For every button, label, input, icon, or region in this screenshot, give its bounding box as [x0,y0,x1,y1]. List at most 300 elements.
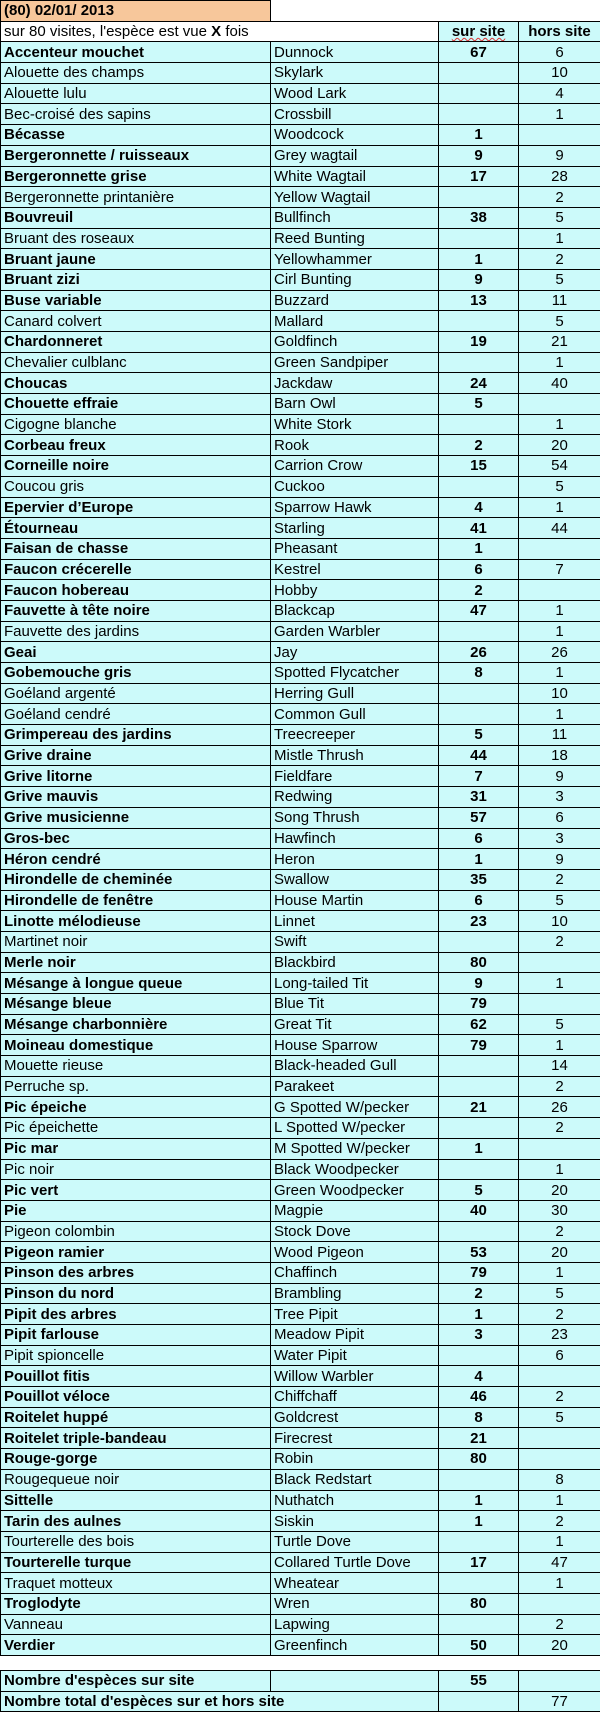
off-site-count-cell[interactable]: 10 [519,911,600,932]
species-en-cell[interactable]: White Stork [271,414,439,435]
species-en-cell[interactable]: L Spotted W/pecker [271,1118,439,1139]
species-en-cell[interactable]: Firecrest [271,1428,439,1449]
off-site-count-cell[interactable] [519,952,600,973]
off-site-count-cell[interactable]: 3 [519,828,600,849]
species-en-cell[interactable]: Nuthatch [271,1490,439,1511]
total-on-site-value[interactable]: 55 [439,1671,519,1692]
species-fr-cell[interactable]: Roitelet huppé [1,1407,271,1428]
on-site-count-cell[interactable]: 1 [439,125,519,146]
on-site-count-cell[interactable]: 47 [439,600,519,621]
on-site-count-cell[interactable]: 79 [439,1262,519,1283]
species-fr-cell[interactable]: Faisan de chasse [1,538,271,559]
species-en-cell[interactable]: Heron [271,849,439,870]
on-site-count-cell[interactable]: 57 [439,807,519,828]
off-site-count-cell[interactable] [519,580,600,601]
species-fr-cell[interactable]: Pic mar [1,1138,271,1159]
species-fr-cell[interactable]: Tarin des aulnes [1,1511,271,1532]
species-fr-cell[interactable]: Goéland argenté [1,683,271,704]
off-site-count-cell[interactable]: 26 [519,1097,600,1118]
species-fr-cell[interactable]: Gobemouche gris [1,663,271,684]
species-fr-cell[interactable]: Verdier [1,1635,271,1656]
species-en-cell[interactable]: Green Sandpiper [271,352,439,373]
species-fr-cell[interactable]: Linotte mélodieuse [1,911,271,932]
species-fr-cell[interactable]: Pic épeiche [1,1097,271,1118]
species-fr-cell[interactable]: Pigeon ramier [1,1242,271,1263]
off-site-count-cell[interactable]: 1 [519,352,600,373]
on-site-count-cell[interactable]: 1 [439,249,519,270]
off-site-count-cell[interactable] [519,125,600,146]
on-site-count-cell[interactable]: 6 [439,890,519,911]
off-site-count-cell[interactable]: 44 [519,518,600,539]
off-site-count-cell[interactable] [519,994,600,1015]
off-site-count-cell[interactable]: 1 [519,704,600,725]
species-en-cell[interactable]: Garden Warbler [271,621,439,642]
on-site-count-cell[interactable] [439,931,519,952]
species-en-cell[interactable]: Cuckoo [271,476,439,497]
off-site-count-cell[interactable]: 23 [519,1325,600,1346]
on-site-count-cell[interactable] [439,187,519,208]
off-site-count-cell[interactable]: 7 [519,559,600,580]
species-en-cell[interactable]: Herring Gull [271,683,439,704]
on-site-count-cell[interactable]: 17 [439,166,519,187]
on-site-count-cell[interactable]: 26 [439,642,519,663]
species-fr-cell[interactable]: Pipit farlouse [1,1325,271,1346]
on-site-count-cell[interactable]: 35 [439,869,519,890]
species-fr-cell[interactable]: Fauvette à tête noire [1,600,271,621]
on-site-count-cell[interactable] [439,1159,519,1180]
off-site-count-cell[interactable]: 30 [519,1200,600,1221]
off-site-count-cell[interactable]: 20 [519,1635,600,1656]
species-fr-cell[interactable]: Corbeau freux [1,435,271,456]
on-site-count-cell[interactable]: 7 [439,766,519,787]
species-en-cell[interactable]: Swift [271,931,439,952]
on-site-count-cell[interactable]: 1 [439,538,519,559]
species-fr-cell[interactable]: Pic épeichette [1,1118,271,1139]
off-site-count-cell[interactable]: 1 [519,1531,600,1552]
on-site-count-cell[interactable] [439,683,519,704]
on-site-count-cell[interactable]: 5 [439,725,519,746]
off-site-count-cell[interactable]: 14 [519,1056,600,1077]
species-fr-cell[interactable]: Martinet noir [1,931,271,952]
off-site-count-cell[interactable]: 1 [519,600,600,621]
species-en-cell[interactable]: Black Redstart [271,1469,439,1490]
species-fr-cell[interactable]: Hirondelle de fenêtre [1,890,271,911]
off-site-count-cell[interactable]: 5 [519,269,600,290]
species-fr-cell[interactable]: Merle noir [1,952,271,973]
on-site-count-cell[interactable]: 50 [439,1635,519,1656]
off-site-count-cell[interactable]: 10 [519,683,600,704]
species-fr-cell[interactable]: Accenteur mouchet [1,42,271,63]
off-site-count-cell[interactable]: 1 [519,663,600,684]
on-site-count-cell[interactable]: 6 [439,828,519,849]
species-fr-cell[interactable]: Alouette des champs [1,63,271,84]
col-header-off-site[interactable]: hors site [519,21,600,42]
species-en-cell[interactable]: Crossbill [271,104,439,125]
species-en-cell[interactable]: Pheasant [271,538,439,559]
off-site-count-cell[interactable]: 5 [519,1283,600,1304]
off-site-count-cell[interactable]: 11 [519,725,600,746]
on-site-count-cell[interactable]: 53 [439,1242,519,1263]
on-site-count-cell[interactable]: 80 [439,1593,519,1614]
off-site-count-cell[interactable]: 8 [519,1469,600,1490]
on-site-count-cell[interactable] [439,1614,519,1635]
on-site-count-cell[interactable]: 5 [439,394,519,415]
species-fr-cell[interactable]: Tourterelle des bois [1,1531,271,1552]
species-fr-cell[interactable]: Pic vert [1,1180,271,1201]
species-en-cell[interactable]: Hawfinch [271,828,439,849]
species-en-cell[interactable]: Blackcap [271,600,439,621]
on-site-count-cell[interactable] [439,311,519,332]
off-site-count-cell[interactable]: 5 [519,890,600,911]
off-site-count-cell[interactable]: 9 [519,766,600,787]
on-site-count-cell[interactable]: 13 [439,290,519,311]
species-fr-cell[interactable]: Buse variable [1,290,271,311]
on-site-count-cell[interactable]: 46 [439,1387,519,1408]
species-en-cell[interactable]: Siskin [271,1511,439,1532]
species-en-cell[interactable]: Bullfinch [271,207,439,228]
species-fr-cell[interactable]: Bruant des roseaux [1,228,271,249]
off-site-count-cell[interactable]: 9 [519,849,600,870]
species-en-cell[interactable]: Woodcock [271,125,439,146]
species-fr-cell[interactable]: Mouette rieuse [1,1056,271,1077]
off-site-count-cell[interactable]: 1 [519,973,600,994]
species-en-cell[interactable]: Long-tailed Tit [271,973,439,994]
species-fr-cell[interactable]: Pouillot véloce [1,1387,271,1408]
species-en-cell[interactable]: Reed Bunting [271,228,439,249]
species-en-cell[interactable]: Linnet [271,911,439,932]
on-site-count-cell[interactable] [439,1573,519,1594]
species-en-cell[interactable]: Robin [271,1449,439,1470]
species-en-cell[interactable]: Common Gull [271,704,439,725]
on-site-count-cell[interactable]: 38 [439,207,519,228]
species-en-cell[interactable]: Mallard [271,311,439,332]
species-fr-cell[interactable]: Bouvreuil [1,207,271,228]
on-site-count-cell[interactable] [439,476,519,497]
on-site-count-cell[interactable]: 80 [439,952,519,973]
on-site-count-cell[interactable]: 4 [439,497,519,518]
species-en-cell[interactable]: Blue Tit [271,994,439,1015]
species-fr-cell[interactable]: Pinson du nord [1,1283,271,1304]
species-en-cell[interactable]: Rook [271,435,439,456]
off-site-count-cell[interactable]: 1 [519,497,600,518]
species-fr-cell[interactable]: Pic noir [1,1159,271,1180]
on-site-count-cell[interactable]: 24 [439,373,519,394]
species-en-cell[interactable]: House Sparrow [271,1035,439,1056]
species-en-cell[interactable]: Turtle Dove [271,1531,439,1552]
species-fr-cell[interactable]: Corneille noire [1,456,271,477]
species-en-cell[interactable]: Song Thrush [271,807,439,828]
species-fr-cell[interactable]: Bécasse [1,125,271,146]
species-en-cell[interactable]: Black-headed Gull [271,1056,439,1077]
on-site-count-cell[interactable]: 40 [439,1200,519,1221]
species-en-cell[interactable]: Blackbird [271,952,439,973]
species-fr-cell[interactable]: Pouillot fitis [1,1366,271,1387]
off-site-count-cell[interactable] [519,538,600,559]
species-fr-cell[interactable]: Epervier d’Europe [1,497,271,518]
species-en-cell[interactable]: Wren [271,1593,439,1614]
off-site-count-cell[interactable]: 1 [519,1573,600,1594]
off-site-count-cell[interactable]: 5 [519,1407,600,1428]
on-site-count-cell[interactable]: 9 [439,269,519,290]
on-site-count-cell[interactable]: 9 [439,145,519,166]
species-en-cell[interactable]: G Spotted W/pecker [271,1097,439,1118]
species-fr-cell[interactable]: Alouette lulu [1,83,271,104]
off-site-count-cell[interactable]: 1 [519,228,600,249]
off-site-count-cell[interactable]: 28 [519,166,600,187]
species-fr-cell[interactable]: Gros-bec [1,828,271,849]
species-en-cell[interactable]: Yellowhammer [271,249,439,270]
species-fr-cell[interactable]: Rouge-gorge [1,1449,271,1470]
species-en-cell[interactable]: Wood Pigeon [271,1242,439,1263]
on-site-count-cell[interactable] [439,1118,519,1139]
species-en-cell[interactable]: Fieldfare [271,766,439,787]
off-site-count-cell[interactable]: 26 [519,642,600,663]
on-site-count-cell[interactable]: 1 [439,1138,519,1159]
off-site-count-cell[interactable]: 20 [519,1180,600,1201]
species-fr-cell[interactable]: Troglodyte [1,1593,271,1614]
on-site-count-cell[interactable] [439,1056,519,1077]
species-fr-cell[interactable]: Grive draine [1,745,271,766]
species-fr-cell[interactable]: Roitelet triple-bandeau [1,1428,271,1449]
on-site-count-cell[interactable]: 41 [439,518,519,539]
off-site-count-cell[interactable]: 1 [519,621,600,642]
species-fr-cell[interactable]: Coucou gris [1,476,271,497]
species-fr-cell[interactable]: Canard colvert [1,311,271,332]
off-site-count-cell[interactable]: 2 [519,1076,600,1097]
species-en-cell[interactable]: Brambling [271,1283,439,1304]
species-fr-cell[interactable]: Pigeon colombin [1,1221,271,1242]
species-fr-cell[interactable]: Grive mauvis [1,787,271,808]
off-site-count-cell[interactable] [519,1428,600,1449]
species-fr-cell[interactable]: Grive musicienne [1,807,271,828]
species-en-cell[interactable]: House Martin [271,890,439,911]
off-site-count-cell[interactable]: 6 [519,807,600,828]
title-cell[interactable]: (80) 02/01/ 2013 [1,1,271,22]
on-site-count-cell[interactable]: 21 [439,1428,519,1449]
species-en-cell[interactable]: Green Woodpecker [271,1180,439,1201]
species-en-cell[interactable]: Mistle Thrush [271,745,439,766]
on-site-count-cell[interactable]: 17 [439,1552,519,1573]
on-site-count-cell[interactable]: 80 [439,1449,519,1470]
on-site-count-cell[interactable] [439,1221,519,1242]
on-site-count-cell[interactable]: 79 [439,994,519,1015]
species-en-cell[interactable]: Collared Turtle Dove [271,1552,439,1573]
species-en-cell[interactable]: Carrion Crow [271,456,439,477]
on-site-count-cell[interactable]: 1 [439,1490,519,1511]
species-en-cell[interactable]: Magpie [271,1200,439,1221]
species-fr-cell[interactable]: Bergeronnette printanière [1,187,271,208]
species-en-cell[interactable]: Wheatear [271,1573,439,1594]
species-en-cell[interactable]: Tree Pipit [271,1304,439,1325]
species-en-cell[interactable]: Spotted Flycatcher [271,663,439,684]
species-fr-cell[interactable]: Goéland cendré [1,704,271,725]
species-en-cell[interactable]: Dunnock [271,42,439,63]
on-site-count-cell[interactable]: 2 [439,580,519,601]
off-site-count-cell[interactable]: 21 [519,332,600,353]
on-site-count-cell[interactable] [439,83,519,104]
off-site-count-cell[interactable]: 4 [519,83,600,104]
on-site-count-cell[interactable]: 21 [439,1097,519,1118]
off-site-count-cell[interactable]: 20 [519,435,600,456]
off-site-count-cell[interactable]: 47 [519,1552,600,1573]
species-fr-cell[interactable]: Mésange bleue [1,994,271,1015]
species-fr-cell[interactable]: Pipit spioncelle [1,1345,271,1366]
on-site-count-cell[interactable]: 44 [439,745,519,766]
species-en-cell[interactable]: Starling [271,518,439,539]
species-en-cell[interactable]: Lapwing [271,1614,439,1635]
off-site-count-cell[interactable]: 2 [519,931,600,952]
on-site-count-cell[interactable]: 8 [439,663,519,684]
on-site-count-cell[interactable] [439,621,519,642]
species-en-cell[interactable]: Goldfinch [271,332,439,353]
species-en-cell[interactable]: Black Woodpecker [271,1159,439,1180]
off-site-count-cell[interactable]: 6 [519,1345,600,1366]
off-site-count-cell[interactable]: 2 [519,249,600,270]
subtitle-cell[interactable] [1,21,439,42]
species-en-cell[interactable]: Treecreeper [271,725,439,746]
species-en-cell[interactable]: Meadow Pipit [271,1325,439,1346]
species-fr-cell[interactable]: Mésange charbonnière [1,1014,271,1035]
off-site-count-cell[interactable]: 5 [519,1014,600,1035]
off-site-count-cell[interactable]: 1 [519,414,600,435]
species-en-cell[interactable]: Sparrow Hawk [271,497,439,518]
species-fr-cell[interactable]: Grimpereau des jardins [1,725,271,746]
species-en-cell[interactable]: Great Tit [271,1014,439,1035]
species-fr-cell[interactable]: Tourterelle turque [1,1552,271,1573]
species-fr-cell[interactable]: Perruche sp. [1,1076,271,1097]
species-fr-cell[interactable]: Moineau domestique [1,1035,271,1056]
off-site-count-cell[interactable] [519,1593,600,1614]
species-fr-cell[interactable]: Chouette effraie [1,394,271,415]
species-fr-cell[interactable]: Cigogne blanche [1,414,271,435]
off-site-count-cell[interactable]: 2 [519,1614,600,1635]
on-site-count-cell[interactable] [439,1076,519,1097]
species-en-cell[interactable]: Chaffinch [271,1262,439,1283]
off-site-count-cell[interactable]: 1 [519,1490,600,1511]
on-site-count-cell[interactable]: 4 [439,1366,519,1387]
species-fr-cell[interactable]: Bec-croisé des sapins [1,104,271,125]
on-site-count-cell[interactable]: 1 [439,1304,519,1325]
species-en-cell[interactable]: Water Pipit [271,1345,439,1366]
off-site-count-cell[interactable]: 10 [519,63,600,84]
species-fr-cell[interactable]: Héron cendré [1,849,271,870]
off-site-count-cell[interactable]: 5 [519,476,600,497]
on-site-count-cell[interactable]: 15 [439,456,519,477]
species-fr-cell[interactable]: Vanneau [1,1614,271,1635]
on-site-count-cell[interactable] [439,63,519,84]
species-fr-cell[interactable]: Bergeronnette / ruisseaux [1,145,271,166]
off-site-count-cell[interactable]: 2 [519,1387,600,1408]
species-en-cell[interactable]: Wood Lark [271,83,439,104]
total-all-value[interactable]: 77 [519,1691,600,1712]
on-site-count-cell[interactable]: 6 [439,559,519,580]
on-site-count-cell[interactable]: 79 [439,1035,519,1056]
off-site-count-cell[interactable]: 2 [519,1118,600,1139]
species-fr-cell[interactable]: Geai [1,642,271,663]
on-site-count-cell[interactable] [439,228,519,249]
off-site-count-cell[interactable]: 11 [519,290,600,311]
species-en-cell[interactable]: Stock Dove [271,1221,439,1242]
on-site-count-cell[interactable]: 23 [439,911,519,932]
off-site-count-cell[interactable]: 5 [519,207,600,228]
on-site-count-cell[interactable]: 9 [439,973,519,994]
species-fr-cell[interactable]: Bruant jaune [1,249,271,270]
species-en-cell[interactable]: Chiffchaff [271,1387,439,1408]
species-en-cell[interactable]: Cirl Bunting [271,269,439,290]
off-site-count-cell[interactable] [519,1366,600,1387]
on-site-count-cell[interactable]: 67 [439,42,519,63]
off-site-count-cell[interactable] [519,1138,600,1159]
on-site-count-cell[interactable]: 2 [439,1283,519,1304]
species-fr-cell[interactable]: Mésange à longue queue [1,973,271,994]
species-fr-cell[interactable]: Bruant zizi [1,269,271,290]
species-fr-cell[interactable]: Bergeronnette grise [1,166,271,187]
total-on-site-label[interactable]: Nombre d'espèces sur site [1,1671,271,1692]
off-site-count-cell[interactable]: 1 [519,1035,600,1056]
on-site-count-cell[interactable]: 62 [439,1014,519,1035]
on-site-count-cell[interactable] [439,704,519,725]
off-site-count-cell[interactable]: 2 [519,869,600,890]
species-fr-cell[interactable]: Étourneau [1,518,271,539]
on-site-count-cell[interactable]: 19 [439,332,519,353]
off-site-count-cell[interactable]: 6 [519,42,600,63]
species-fr-cell[interactable]: Traquet motteux [1,1573,271,1594]
on-site-count-cell[interactable]: 1 [439,849,519,870]
off-site-count-cell[interactable]: 2 [519,1304,600,1325]
species-fr-cell[interactable]: Chevalier culblanc [1,352,271,373]
off-site-count-cell[interactable]: 1 [519,104,600,125]
species-en-cell[interactable]: Grey wagtail [271,145,439,166]
species-en-cell[interactable]: Redwing [271,787,439,808]
species-en-cell[interactable]: Barn Owl [271,394,439,415]
species-fr-cell[interactable]: Hirondelle de cheminée [1,869,271,890]
species-en-cell[interactable]: Willow Warbler [271,1366,439,1387]
on-site-count-cell[interactable] [439,1469,519,1490]
off-site-count-cell[interactable]: 20 [519,1242,600,1263]
off-site-count-cell[interactable]: 2 [519,187,600,208]
off-site-count-cell[interactable]: 5 [519,311,600,332]
species-fr-cell[interactable]: Faucon crécerelle [1,559,271,580]
species-fr-cell[interactable]: Rougequeue noir [1,1469,271,1490]
species-en-cell[interactable]: Parakeet [271,1076,439,1097]
on-site-count-cell[interactable] [439,104,519,125]
on-site-count-cell[interactable]: 3 [439,1325,519,1346]
species-fr-cell[interactable]: Pipit des arbres [1,1304,271,1325]
species-en-cell[interactable]: Swallow [271,869,439,890]
species-fr-cell[interactable]: Pie [1,1200,271,1221]
on-site-count-cell[interactable] [439,1345,519,1366]
species-en-cell[interactable]: Yellow Wagtail [271,187,439,208]
on-site-count-cell[interactable]: 1 [439,1511,519,1532]
species-en-cell[interactable]: Kestrel [271,559,439,580]
col-header-on-site[interactable]: sur site [439,21,519,42]
off-site-count-cell[interactable] [519,1449,600,1470]
off-site-count-cell[interactable]: 9 [519,145,600,166]
species-fr-cell[interactable]: Sittelle [1,1490,271,1511]
species-en-cell[interactable]: Hobby [271,580,439,601]
species-en-cell[interactable]: Buzzard [271,290,439,311]
on-site-count-cell[interactable] [439,352,519,373]
species-fr-cell[interactable]: Choucas [1,373,271,394]
species-fr-cell[interactable]: Grive litorne [1,766,271,787]
on-site-count-cell[interactable]: 5 [439,1180,519,1201]
on-site-count-cell[interactable]: 31 [439,787,519,808]
species-fr-cell[interactable]: Faucon hobereau [1,580,271,601]
species-fr-cell[interactable]: Pinson des arbres [1,1262,271,1283]
species-en-cell[interactable]: Jay [271,642,439,663]
species-en-cell[interactable]: Jackdaw [271,373,439,394]
off-site-count-cell[interactable]: 2 [519,1511,600,1532]
